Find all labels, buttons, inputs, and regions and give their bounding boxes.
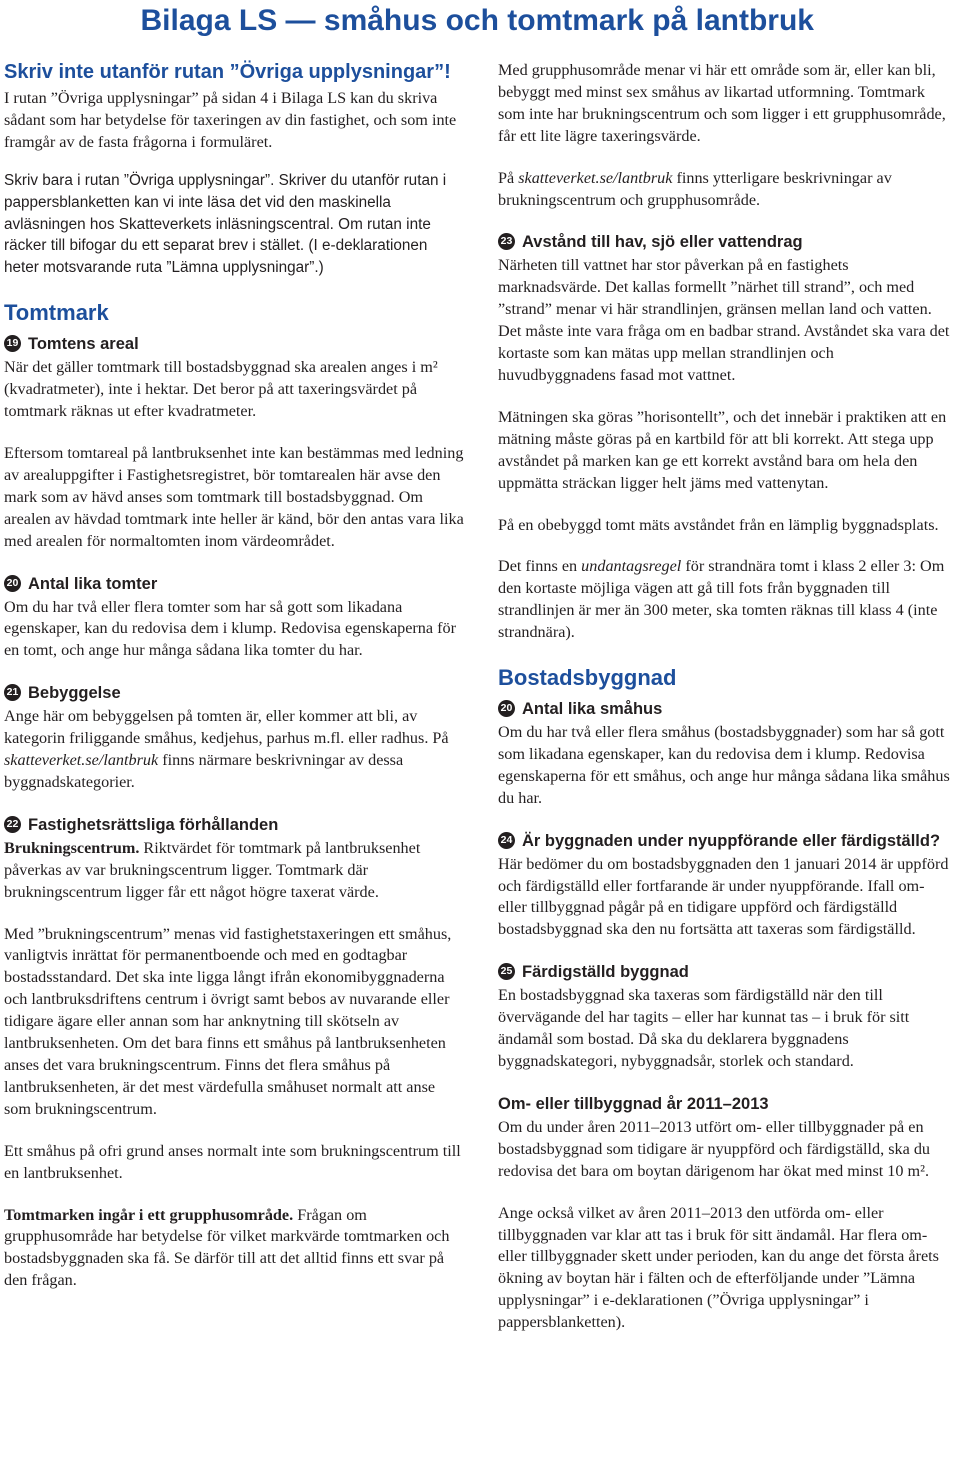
section-23-paragraph-2: Mätningen ska göras ”horisontellt”, och det innebär i praktiken att en mätning måste göras på en kartbild för att bli korrekt. Att stega upp avståndet på marken kan ge ett korrekt avstånd bara om hela den uppmätta sträckan ligger helt jäms med vattenytan. [498, 407, 947, 492]
page-title: Bilaga LS — småhus och tomtmark på lantbruk [140, 4, 814, 37]
section-22-heading [4, 814, 464, 836]
section-25-title: Färdigställd byggnad [522, 963, 689, 982]
section-20b-heading [498, 698, 954, 720]
right-paragraph-2: På skatteverket.se/lantbruk finns ytterligare beskrivningar av brukningscentrum och grupphusområde. [498, 168, 892, 209]
section-19-heading [4, 333, 464, 355]
section-25-paragraph-1: En bostadsbyggnad ska taxeras som färdigställd när den till övervägande del har tagits – eller har kunnat tas – i bruk för sitt ändamål som bostad. Då ska du deklarera byggnadens byggnadskategori, nybyggnadsår, storlek och standard. [498, 986, 910, 1070]
section-22-paragraph-4: Tomtmarken ingår i ett grupphusområde. Frågan om grupphusområde har betydelse för vilket markvärde tomtmarken och bostadsbyggnaden ska få. Se därför till att det alltid finns ett svar på den frågan. [4, 1205, 450, 1290]
right-column [498, 60, 954, 1354]
right-paragraph-1: Med grupphusområde menar vi här ett område som är, eller kan bli, bebyggt med minst sex småhus av likartad utformning. Tomtmark som inte har brukningscentrum och som ligger i ett grupphusområde, får ett lite lägre taxeringsvärde. [498, 61, 946, 145]
om-tillbyggnad-paragraph-2: Ange också vilket av åren 2011–2013 den utförda om- eller tillbyggnaden var klar att tas i bruk för sitt ändamål. Har flera om- eller tillbyggnader skett under perioden, kan du ange det första årets ökning av boytan här i fälten och de efterföljande under ”Lämna upplysningar” i e-deklarationen (”Övriga upplysningar” i pappersblanketten). [498, 1203, 939, 1332]
section-22-title: Fastighetsrättsliga förhållanden [28, 815, 279, 834]
section-20-title: Antal lika tomter [28, 574, 158, 593]
om-tillbyggnad-paragraph-1: Om du under åren 2011–2013 utfört om- eller tillbyggnader på en bostadsbyggnad som tidigare är nyuppförd och färdigställd, ska du redovisa det bara om boytan därigenom har ökat med minst 10 m². [498, 1117, 931, 1180]
section-21-title: Bebyggelse [28, 684, 121, 703]
left-column [4, 60, 464, 1312]
number-20-icon: 20 [498, 700, 515, 717]
intro-heading: Skriv inte utanför rutan ”Övriga upplysningar”! [4, 61, 451, 83]
number-24-icon: 24 [498, 832, 515, 849]
section-25-heading [498, 961, 954, 983]
skatteverket-link-2[interactable]: skatteverket.se/lantbruk [518, 168, 673, 187]
bostadsbyggnad-heading: Bostadsbyggnad [498, 665, 677, 691]
section-21-heading [4, 682, 464, 704]
section-20b-paragraph-1: Om du har två eller flera småhus (bostadsbyggnader) som har så gott som likadana egenskaper, kan du redovisa dem i klump. Redovisa egenskaperna för ett småhus, och ange hur många sådana lika småhus du har. [498, 723, 950, 807]
section-23-paragraph-1: Närheten till vattnet har stor påverkan på en fastighets marknadsvärde. Det kallas formellt ”närhet till strand”, och med ”strand” menar vi här strandlinjen, gränsen mellan land och vatten. Det måste inte vara fråga om en badbar strand. Avståndet ska vara det kortaste som kan mätas upp mellan strandlinjen och huvudbyggnadens fasad mot vattnet. [498, 256, 950, 384]
section-22-paragraph-3: Ett småhus på ofri grund anses normalt inte som brukningscentrum till en lantbruksenhet. [4, 1141, 461, 1182]
section-22-paragraph-2: Med ”brukningscentrum” menas vid fastighetstaxeringen ett småhus, vanligtvis inrättat för permanentboende och med en godtagbar bostadsstandard. Det ska inte ligga långt ifrån ekonomibyggnaderna och lantbruksdriftens centrum i övrigt samt bebos av nuvarande eller tidigare ägare eller annan som har anknytning till skötseln av lantbruksenheten. Om det bara finns ett småhus på lantbruksenheten anses det vara brukningscentrum. Finns det flera småhus på lantbruksenheten, är det mest värdefulla småhuset normalt att anse som brukningscentrum. [4, 924, 452, 1118]
intro-paragraph-2: Skriv bara i rutan ”Övriga upplysningar”. Skriver du utanför rutan i pappersblanketten kan vi inte läsa det vid den maskinella avläsningen hos Skatteverkets inläsningscentral. Om rutan inte räcker till bifogar du ett separat brev i stället. (I e-deklarationen heter motsvarande ruta ”Lämna upplysningar”.) [4, 171, 447, 277]
number-21-icon: 21 [4, 684, 21, 701]
section-20b-title: Antal lika småhus [522, 700, 663, 719]
skatteverket-link[interactable]: skatteverket.se/lantbruk [4, 751, 159, 770]
section-23-title: Avstånd till hav, sjö eller vattendrag [522, 233, 803, 252]
section-24-title: Är byggnaden under nyuppförande eller färdigställd? [522, 831, 941, 850]
section-24-heading [498, 830, 954, 852]
number-19-icon: 19 [4, 335, 21, 352]
intro-paragraph-1: I rutan ”Övriga upplysningar” på sidan 4 i Bilaga LS kan du skriva sådant som har betydelse för taxeringen av din fastighet, och som inte framgår av de fasta frågorna i formuläret. [4, 89, 457, 151]
section-19-paragraph-2: Eftersom tomtareal på lantbruksenhet inte kan bestämmas med ledning av arealuppgifter i Fastighetsregistret, bör tomtarealen här avse den mark som av hävd anses som tomtmark till bostadsbyggnad. Om arealen av hävdad tomtmark inte heller är känd, bör den antas vara lika med arealen för normaltomten inom värdeområdet. [4, 443, 464, 550]
section-23-heading [498, 231, 954, 253]
section-19-paragraph-1: När det gäller tomtmark till bostadsbyggnad ska arealen anges i m² (kvadratmeter), inte i hektar. Det beror på att taxeringsvärdet på tomtmark räknas ut efter kvadratmeter. [4, 358, 438, 421]
om-tillbyggnad-title: Om- eller tillbyggnad år 2011–2013 [498, 1094, 769, 1113]
number-25-icon: 25 [498, 963, 515, 980]
section-23-paragraph-3: På en obebyggd tomt mäts avståndet från en lämplig byggnadsplats. [498, 515, 939, 534]
section-20-paragraph-1: Om du har två eller flera tomter som har så gott som likadana egenskaper, kan du redovisa dem i klump. Redovisa egenskaperna för en tomt, och ange hur många sådana lika tomter du har. [4, 597, 457, 660]
number-23-icon: 23 [498, 233, 515, 250]
section-24-paragraph-1: Här bedömer du om bostadsbyggnaden den 1 januari 2014 är uppförd och färdigställd eller fortfarande är under nyuppförande. Ifall om- eller tillbyggnad pågår på en tidigare uppförd och färdigställd bostadsbyggnad ska den nu fortsätta att taxeras som färdigställd. [498, 854, 949, 939]
section-22-paragraph-1: Brukningscentrum. Riktvärdet för tomtmark på lantbruksenhet påverkas av var brukningscentrum ligger. Tomtmark där brukningscentrum ligger får ett något högre taxerat värde. [4, 838, 421, 901]
section-23-paragraph-4: Det finns en undantagsregel för strandnära tomt i klass 2 eller 3: Om den kortaste möjliga vägen att gå till fots från byggnaden till strandlinjen är mer än 300 meter, ska tomten räknas till klass 4 (inte strandnära). [498, 557, 945, 642]
number-20-icon: 20 [4, 575, 21, 592]
section-21-paragraph-1: Ange här om bebyggelsen på tomten är, eller kommer att bli, av kategorin friliggande småhus, kedjehus, parhus m.fl. eller radhus. På skatteverket.se/lantbruk finns närmare beskrivningar av dessa byggnadskategorier. [4, 707, 449, 791]
number-22-icon: 22 [4, 816, 21, 833]
section-20-heading [4, 573, 464, 595]
section-19-title: Tomtens areal [28, 335, 139, 354]
tomtmark-heading: Tomtmark [4, 300, 109, 326]
